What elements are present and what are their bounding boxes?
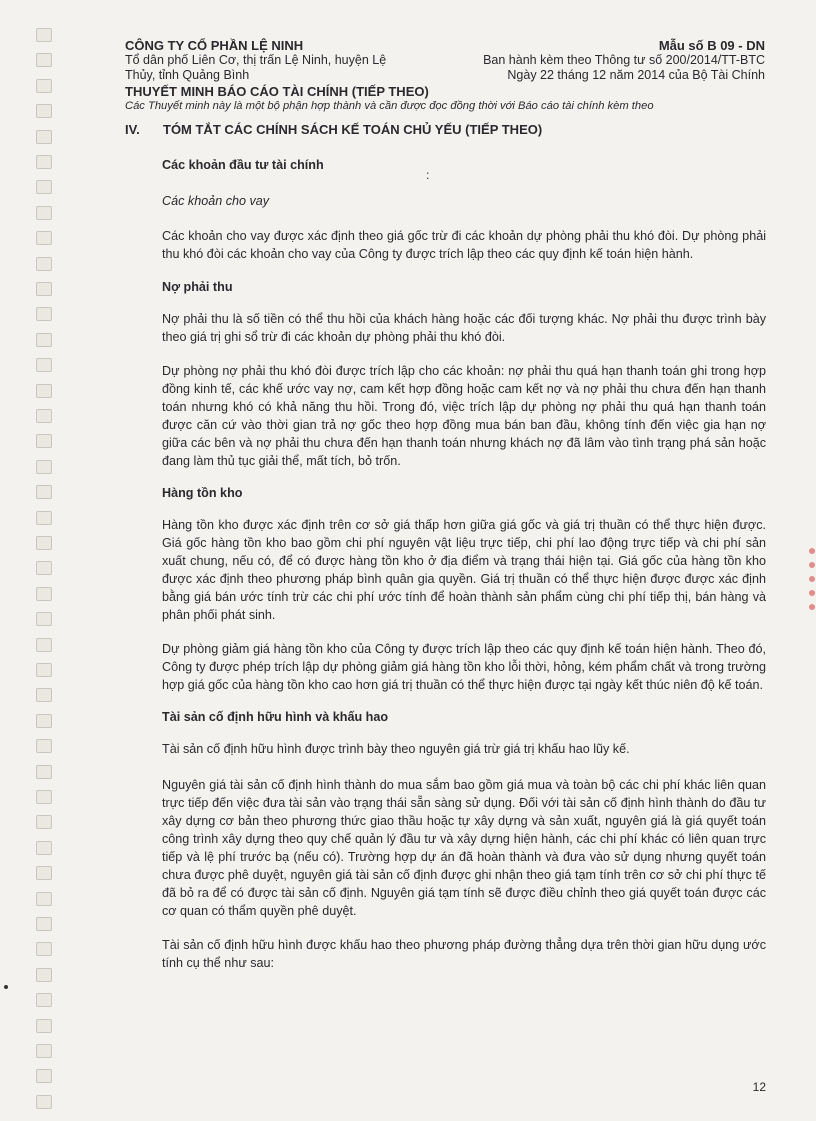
binder-hole	[36, 155, 52, 169]
binder-hole	[36, 917, 52, 931]
binder-holes	[0, 0, 60, 1121]
binder-hole	[36, 28, 52, 42]
regulation-block	[435, 38, 765, 83]
binder-hole	[36, 612, 52, 626]
stray-mark: :	[426, 168, 430, 182]
paragraph-inventory-2: Dự phòng giảm giá hàng tồn kho của Công ty được trích lập theo các quy định kế toán hiện hành. Theo đó, Công ty được phép trích lập dự phòng giảm giá hàng tồn kho lỗi thời, hỏng, kém phẩm chất và trong trường hợp giá gốc của hàng tồn kho cao hơn giá trị thuần có thể thực hiện được tại ngày kết thúc niên độ kế toán.	[162, 642, 766, 692]
binder-hole	[36, 485, 52, 499]
binder-hole	[36, 409, 52, 423]
paragraph-fixed-assets-2: Nguyên giá tài sản cố định hình thành do mua sắm bao gồm giá mua và toàn bộ các chi phí khác liên quan trực tiếp đến việc đưa tài sản vào trạng thái sẵn sàng sử dụng. Đối với tài sản cố định hình thành do đầu tư xây dựng cơ bản theo phương thức giao thầu hoặc tự xây dựng và sản xuất, nguyên giá là giá quyết toán công trình xây dựng theo quy chế quản lý đầu tư và xây dựng hiện hành, các chi phí khác có liên quan trực tiếp và lệ phí trước bạ (nếu có). Trường hợp dự án đã hoàn thành và đưa vào sử dụng nhưng quyết toán chưa được phê duyệt, nguyên giá tài sản cố định được ghi nhận theo giá tạm tính trên cơ sở chi phí thực tế đã bỏ ra để có được tài sản cố định. Nguyên giá tạm tính sẽ được điều chỉnh theo giá quyết toán được các cơ quan có thẩm quyền phê duyệt.	[162, 778, 766, 918]
binder-hole	[36, 739, 52, 753]
binder-hole	[36, 257, 52, 271]
heading-fixed-assets: Tài sản cố định hữu hình và khấu hao	[162, 710, 389, 724]
binder-hole	[36, 358, 52, 372]
binder-hole	[36, 993, 52, 1007]
binder-hole	[36, 1069, 52, 1083]
paragraph-fixed-assets-3: Tài sản cố định hữu hình được khấu hao theo phương pháp đường thẳng dựa trên thời gian hữu dụng ước tính cụ thể như sau:	[162, 938, 766, 970]
company-name: CÔNG TY CỔ PHẦN LỆ NINH	[125, 38, 304, 53]
binder-hole	[36, 1095, 52, 1109]
paragraph-receivables-2: Dự phòng nợ phải thu khó đòi được trích lập cho các khoản: nợ phải thu quá hạn thanh toán ghi trong hợp đồng kinh tế, các khế ước vay nợ, cam kết hợp đồng hoặc cam kết nợ và nợ phải thu chưa đến hạn thanh toán nhưng khó có khả năng thu hồi. Trong đó, việc trích lập dự phòng nợ phải thu quá hạn thanh toán được căn cứ vào thời gian trả nợ gốc theo hợp đồng mua bán ban đầu, không tính đến việc gia hạn nợ giữa các bên và nợ phải thu chưa đến hạn thanh toán nhưng khách nợ đã lâm vào tình trạng phá sản hoặc đang làm thủ tục giải thể, mất tích, bỏ trốn.	[162, 364, 766, 468]
binder-hole	[36, 384, 52, 398]
binder-hole	[36, 968, 52, 982]
paragraph-loans: Các khoản cho vay được xác định theo giá gốc trừ đi các khoản dự phòng phải thu khó đòi. Dự phòng phải thu khó đòi các khoản cho vay của Công ty được trích lập theo các quy định kế toán hiện hành.	[162, 229, 766, 261]
binder-hole	[36, 180, 52, 194]
paragraph-inventory-1: Hàng tồn kho được xác định trên cơ sở giá thấp hơn giữa giá gốc và giá trị thuần có thể thực hiện được. Giá gốc hàng tồn kho bao gồm chi phí nguyên vật liệu trực tiếp, chi phí lao động trực tiếp và chi phí sản xuất chung, nếu có, để có được hàng tồn kho ở địa điểm và trạng thái hiện tại. Giá gốc của hàng tồn kho được xác định theo phương pháp bình quân gia quyền. Giá trị thuần có thể thực hiện được được xác định bằng giá bán ước tính trừ các chi phí ước tính để hoàn thành sản phẩm cùng chi phí tiếp thị, bán hàng và phân phối phát sinh.	[162, 518, 766, 622]
binder-hole	[36, 866, 52, 880]
binder-hole	[36, 511, 52, 525]
company-block	[125, 38, 435, 83]
regulation-line2: Ngày 22 tháng 12 năm 2014 của Bộ Tài Chính	[507, 68, 765, 82]
binder-hole	[36, 104, 52, 118]
report-title: THUYẾT MINH BÁO CÁO TÀI CHÍNH (TIẾP THEO)	[125, 84, 429, 99]
heading-inventory: Hàng tồn kho	[162, 486, 243, 500]
binder-hole	[36, 307, 52, 321]
binder-hole	[36, 333, 52, 347]
regulation-line1: Ban hành kèm theo Thông tư số 200/2014/TT-BTC	[483, 53, 765, 67]
page-number: 12	[752, 1080, 766, 1094]
binder-hole	[36, 815, 52, 829]
binder-hole	[36, 942, 52, 956]
report-note: Các Thuyết minh này là một bộ phận hợp thành và cần được đọc đồng thời với Báo cáo tài chính kèm theo	[125, 100, 654, 112]
binder-hole	[36, 282, 52, 296]
heading-investments: Các khoản đầu tư tài chính	[162, 158, 324, 172]
binder-hole	[36, 663, 52, 677]
binder-hole	[36, 1044, 52, 1058]
binder-hole	[36, 587, 52, 601]
binder-hole	[36, 638, 52, 652]
heading-receivables: Nợ phải thu	[162, 280, 233, 294]
paragraph-fixed-assets-1: Tài sản cố định hữu hình được trình bày theo nguyên giá trừ giá trị khấu hao lũy kế.	[162, 742, 630, 756]
section-number: IV.	[125, 122, 140, 137]
red-stamp-edge	[806, 540, 816, 630]
paragraph-receivables-1: Nợ phải thu là số tiền có thể thu hồi của khách hàng hoặc các đối tượng khác. Nợ phải thu được trình bày theo giá trị ghi sổ trừ đi các khoản dự phòng phải thu khó đòi.	[162, 312, 766, 344]
binder-hole	[36, 79, 52, 93]
heading-loans: Các khoản cho vay	[162, 194, 270, 208]
binder-hole	[36, 1019, 52, 1033]
binder-hole	[36, 841, 52, 855]
ink-speck	[4, 985, 8, 989]
company-address-line1: Tổ dân phố Liên Cơ, thị trấn Lệ Ninh, huyện Lệ	[125, 53, 387, 67]
binder-hole	[36, 714, 52, 728]
binder-hole	[36, 231, 52, 245]
section-heading	[125, 122, 542, 137]
binder-hole	[36, 536, 52, 550]
binder-hole	[36, 688, 52, 702]
binder-hole	[36, 206, 52, 220]
company-address-line2: Thủy, tỉnh Quảng Bình	[125, 68, 250, 82]
binder-hole	[36, 561, 52, 575]
form-number: Mẫu số B 09 - DN	[658, 38, 765, 53]
binder-hole	[36, 130, 52, 144]
binder-hole	[36, 765, 52, 779]
binder-hole	[36, 892, 52, 906]
binder-hole	[36, 460, 52, 474]
binder-hole	[36, 53, 52, 67]
binder-hole	[36, 434, 52, 448]
binder-hole	[36, 790, 52, 804]
document-body	[162, 156, 766, 972]
section-title: TÓM TẮT CÁC CHÍNH SÁCH KẾ TOÁN CHỦ YẾU (TIẾP THEO)	[163, 122, 543, 137]
